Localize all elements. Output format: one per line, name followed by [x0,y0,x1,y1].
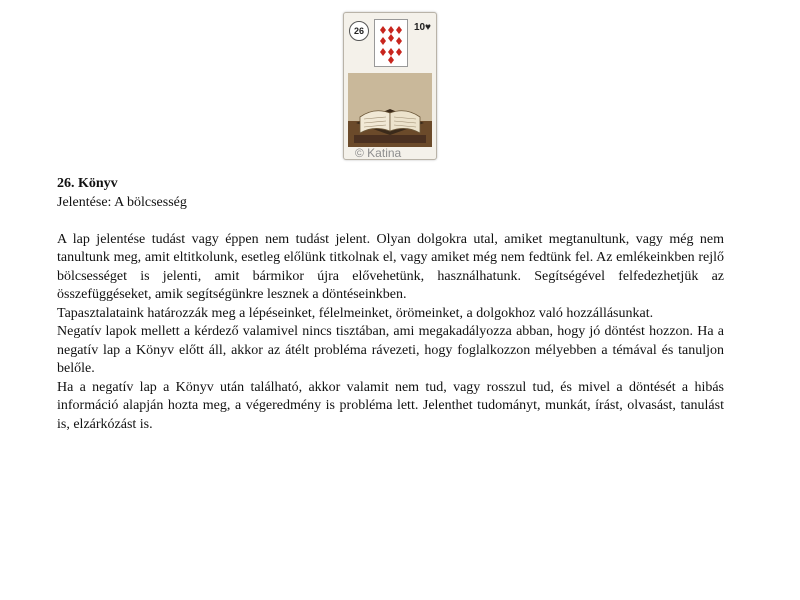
paragraph-3: Negatív lapok mellett a kérdező valamivel nincs tisztában, ami megakadályozza abban, hogy jó döntést hozzon. Ha a negatív lap a Könyv előtt áll, akkor az átélt probléma rávezeti, hogy foglalkozzon mélyebben a témával és tanuljon belőle. [57,324,724,376]
card-description [57,175,724,434]
paragraph-4: Ha a negatív lap a Könyv után található, akkor valamit nem tud, vagy rosszul tud, és mivel a döntését a hibás információ alapján hozta meg, a végeredmény is probléma lett. Jelenthet tudományt, munkát, írást, olvasást, tanulást is, elzárkózást is. [57,379,724,432]
page-title: 26. Könyv [57,176,118,191]
book-icon [348,73,432,147]
ten-of-hearts-mini-card [374,19,408,67]
card-corner-label: 10♥ [413,22,431,33]
paragraph-1: A lap jelentése tudást vagy éppen nem tudást jelent. Olyan dolgokra utal, amiket megtanultunk, vagy még nem tanultunk meg, amit eltitkolunk, esetleg előlünk titkolnak el, vagy amiket még nem fedtünk fel. Az emlékeinkben rejlő bölcsességet is jelenti, amit bármikor újra elővehetünk, használhatunk. Segítségével felfedezhetjük az összefüggéseket, amik segítségünkre lesznek a döntéseinkben. [57,231,724,302]
card-number-badge: 26 [349,21,369,41]
copyright-watermark: © Katina [355,146,402,160]
spacer [57,212,724,231]
paragraph-2: Tapasztalataink határozzák meg a lépéseinket, félelmeinket, örömeinket, a dolgokhoz való hozzállásunkat. [57,305,654,321]
page-subtitle: Jelentése: A bölcsesség [57,194,187,210]
lenormand-card-image [343,12,437,160]
